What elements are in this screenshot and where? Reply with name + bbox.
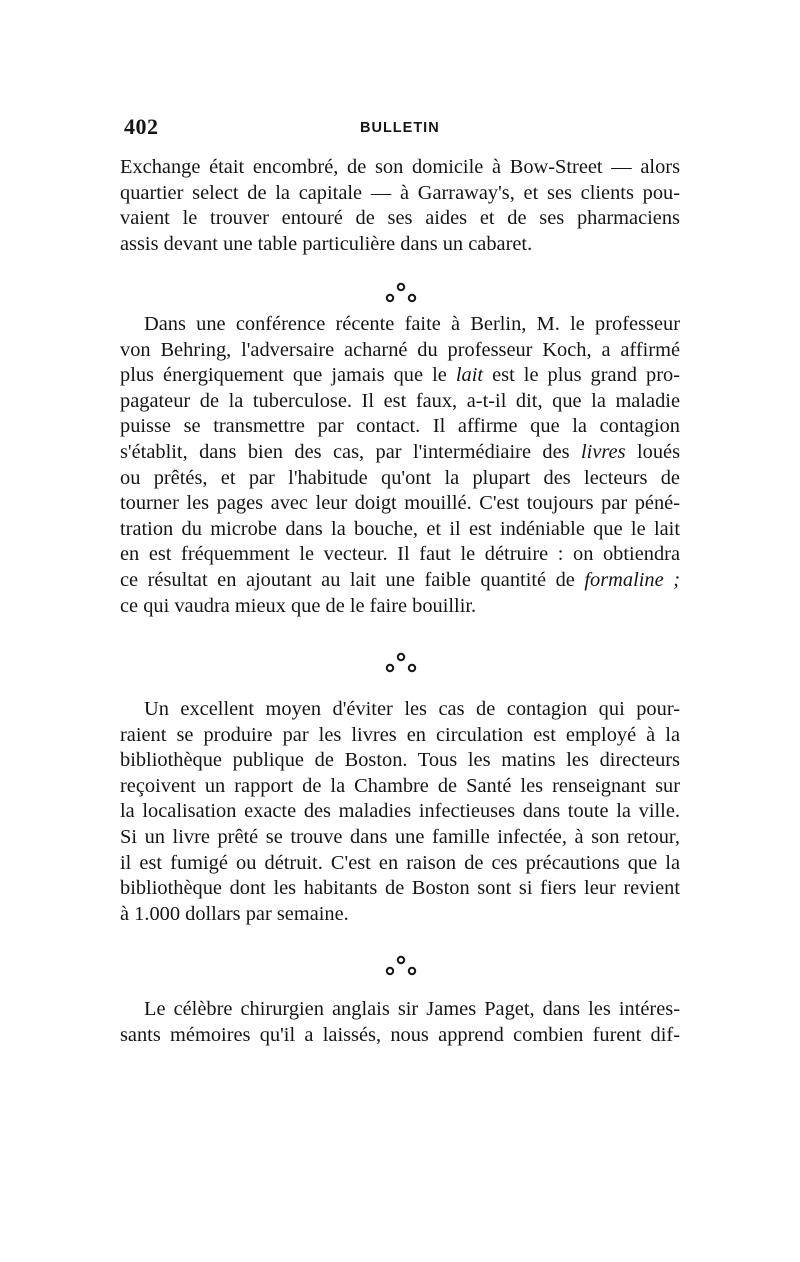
text-line: von Behring, l'adversaire acharné du professeur Koch, a affirmé — [120, 338, 680, 361]
page-header — [120, 114, 680, 144]
asterism-separator — [378, 650, 424, 676]
text-line — [120, 568, 680, 594]
text-line: Exchange était encombré, de son domicile à Bow-Street — alors — [120, 156, 680, 178]
text-line: ce qui vaudra mieux que de le faire bouillir. — [120, 594, 477, 617]
text-line: ou prêtés, et par l'habitude qu'ont la plupart des lecteurs de — [120, 466, 680, 489]
text-line: tourner les pages avec leur doigt mouillé. C'est toujours par péné- — [120, 492, 680, 515]
text-line: il est fumigé ou détruit. C'est en raison de ces précautions que la — [120, 851, 680, 874]
text-line: Le célèbre chirurgien anglais sir James Paget, dans les intéres- — [144, 998, 680, 1020]
text-line: à 1.000 dollars par semaine. — [120, 902, 349, 925]
text-run: loués — [625, 440, 680, 463]
italic-term: livres — [581, 440, 626, 463]
paragraph-behring — [120, 312, 680, 619]
paragraph-continuation — [120, 155, 680, 257]
text-line: puisse se transmettre par contact. Il affirme que la contagion — [120, 415, 680, 438]
text-line: bibliothèque dont les habitants de Boston sont si fiers leur revient — [120, 877, 680, 900]
italic-term: formaline ; — [584, 568, 680, 591]
running-head: BULLETIN — [360, 120, 440, 136]
text-line: Si un livre prêté se trouve dans une famille infectée, à son retour, — [120, 825, 680, 848]
text-line: vaient le trouver entouré de ses aides et de ses pharmaciens — [120, 207, 680, 230]
text-line: en est fréquemment le vecteur. Il faut le détruire : on obtiendra — [120, 543, 680, 566]
paragraph-boston-library — [120, 697, 680, 927]
text-line: tration du microbe dans la bouche, et il est indéniable que le lait — [120, 517, 680, 540]
text-line: quartier select de la capitale — à Garraway's, et ses clients pou- — [120, 181, 680, 204]
paragraph-paget — [120, 997, 680, 1048]
text-run: plus énergiquement que jamais que le — [120, 364, 456, 387]
text-line: raient se produire par les livres en circulation est employé à la — [120, 723, 680, 746]
text-run: est le plus grand pro- — [483, 364, 680, 387]
text-line — [120, 440, 680, 466]
text-run: ce résultat en ajoutant au lait une faible quantité de — [120, 568, 585, 591]
text-line — [120, 363, 680, 389]
text-line: Un excellent moyen d'éviter les cas de contagion qui pour- — [144, 698, 680, 720]
page-number: 402 — [124, 114, 159, 139]
text-run: s'établit, dans bien des cas, par l'intermédiaire des — [120, 440, 581, 463]
text-line: pagateur de la tuberculose. Il est faux, a-t-il dit, que la maladie — [120, 389, 680, 412]
text-line: sants mémoires qu'il a laissés, nous apprend combien furent dif- — [120, 1023, 680, 1046]
text-line: bibliothèque publique de Boston. Tous les matins les directeurs — [120, 749, 680, 772]
text-line: reçoivent un rapport de la Chambre de Santé les renseignant sur — [120, 774, 680, 797]
text-line: la localisation exacte des maladies infectieuses dans toute la ville. — [120, 800, 680, 823]
asterism-separator — [378, 953, 424, 979]
text-line: assis devant une table particulière dans un cabaret. — [120, 232, 533, 255]
italic-term: lait — [455, 364, 484, 387]
text-line: Dans une conférence récente faite à Berlin, M. le professeur — [144, 313, 680, 335]
asterism-separator — [378, 280, 424, 306]
